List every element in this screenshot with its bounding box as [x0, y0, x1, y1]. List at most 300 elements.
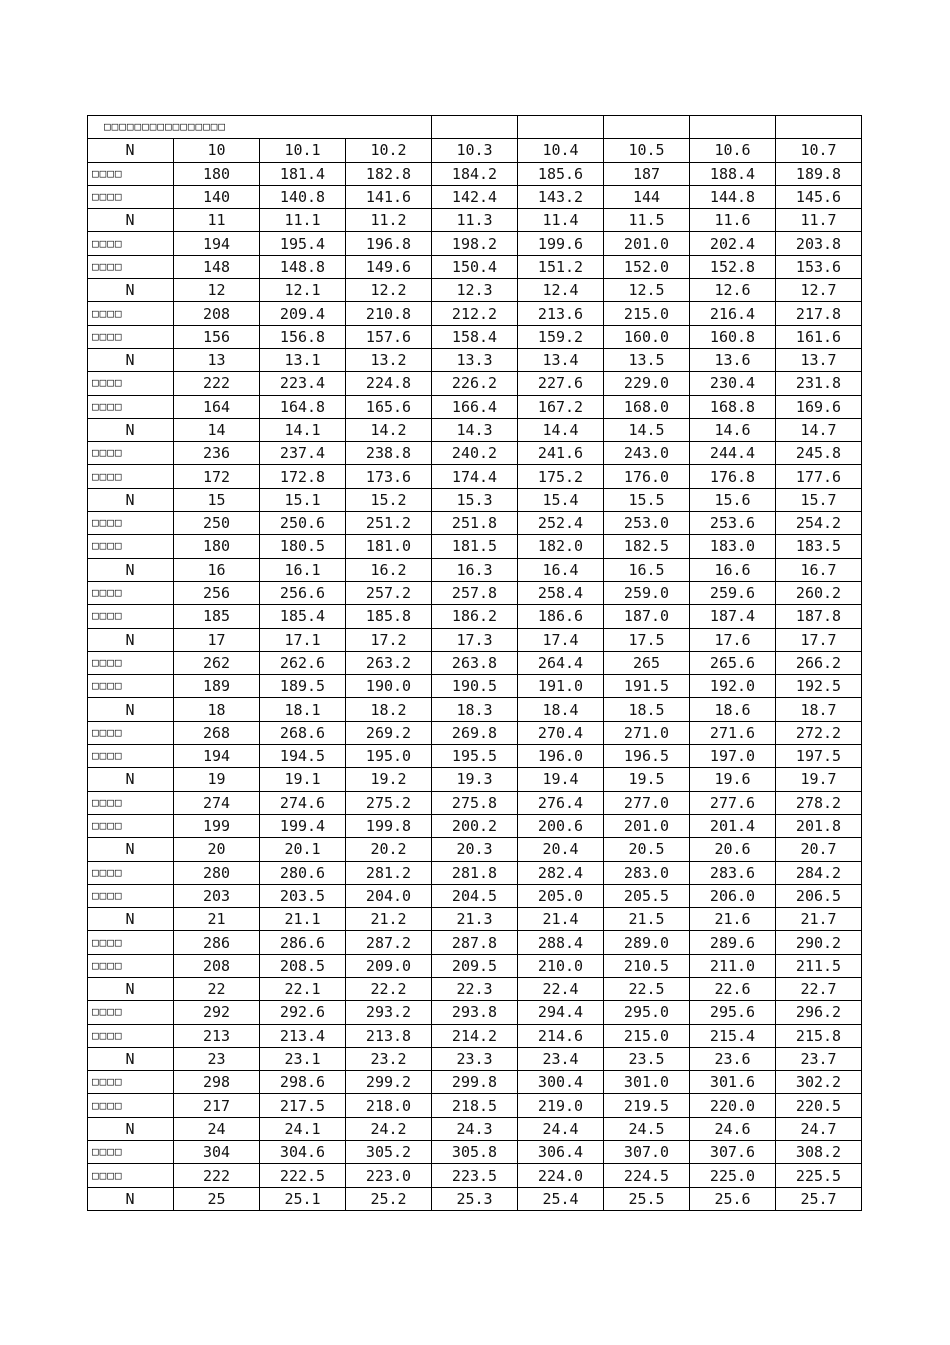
value-cell: 25.1	[260, 1187, 346, 1210]
value-cell: 172.8	[260, 465, 346, 488]
table-row	[88, 814, 862, 837]
value-cell: 12.1	[260, 279, 346, 302]
value-cell: 218.5	[432, 1094, 518, 1117]
value-cell: 16	[174, 558, 260, 581]
value-cell: 18.6	[690, 698, 776, 721]
value-cell: 190.0	[346, 675, 432, 698]
value-cell: 17	[174, 628, 260, 651]
row-label-cell: □□□□	[88, 442, 174, 465]
value-cell: 166.4	[432, 395, 518, 418]
value-cell: 210.5	[604, 954, 690, 977]
value-cell: 189.8	[776, 162, 862, 185]
table-row	[88, 395, 862, 418]
value-cell: 210.0	[518, 954, 604, 977]
value-cell: 199	[174, 814, 260, 837]
value-cell: 13.1	[260, 348, 346, 371]
table-row	[88, 255, 862, 278]
table-row	[88, 1094, 862, 1117]
value-cell: 224.8	[346, 372, 432, 395]
value-cell: 301.0	[604, 1071, 690, 1094]
value-cell: 21.5	[604, 908, 690, 931]
value-cell: 24.1	[260, 1117, 346, 1140]
value-cell: 215.0	[604, 302, 690, 325]
value-cell: 196.5	[604, 745, 690, 768]
value-cell: 206.0	[690, 884, 776, 907]
table-row	[88, 1117, 862, 1140]
value-cell: 194.5	[260, 745, 346, 768]
data-table	[87, 115, 862, 1211]
value-cell: 12.4	[518, 279, 604, 302]
value-cell: 224.5	[604, 1164, 690, 1187]
value-cell: 164	[174, 395, 260, 418]
value-cell: 222.5	[260, 1164, 346, 1187]
value-cell: 177.6	[776, 465, 862, 488]
value-cell: 19	[174, 768, 260, 791]
value-cell: 15.7	[776, 488, 862, 511]
value-cell: 10	[174, 139, 260, 162]
table-row	[88, 512, 862, 535]
table-row	[88, 581, 862, 604]
value-cell: 259.6	[690, 581, 776, 604]
value-cell: 172	[174, 465, 260, 488]
value-cell: 24.3	[432, 1117, 518, 1140]
value-cell: 169.6	[776, 395, 862, 418]
table-row	[88, 465, 862, 488]
header-blank-cell	[432, 116, 518, 139]
value-cell: 208.5	[260, 954, 346, 977]
value-cell: 289.0	[604, 931, 690, 954]
value-cell: 18	[174, 698, 260, 721]
value-cell: 18.2	[346, 698, 432, 721]
row-label-cell: N	[88, 1187, 174, 1210]
table-row	[88, 348, 862, 371]
value-cell: 11.1	[260, 209, 346, 232]
value-cell: 195.0	[346, 745, 432, 768]
row-label-cell: N	[88, 977, 174, 1000]
value-cell: 219.5	[604, 1094, 690, 1117]
value-cell: 250	[174, 512, 260, 535]
value-cell: 14.6	[690, 418, 776, 441]
row-label-cell: N	[88, 418, 174, 441]
value-cell: 23	[174, 1047, 260, 1070]
table-row	[88, 185, 862, 208]
value-cell: 304	[174, 1141, 260, 1164]
row-label-cell: □□□□	[88, 372, 174, 395]
value-cell: 271.0	[604, 721, 690, 744]
value-cell: 304.6	[260, 1141, 346, 1164]
table-row	[88, 209, 862, 232]
value-cell: 223.5	[432, 1164, 518, 1187]
value-cell: 17.1	[260, 628, 346, 651]
value-cell: 187.8	[776, 605, 862, 628]
value-cell: 176.8	[690, 465, 776, 488]
value-cell: 19.2	[346, 768, 432, 791]
value-cell: 167.2	[518, 395, 604, 418]
value-cell: 187.0	[604, 605, 690, 628]
row-label-cell: □□□□	[88, 185, 174, 208]
value-cell: 140	[174, 185, 260, 208]
value-cell: 185.4	[260, 605, 346, 628]
value-cell: 205.0	[518, 884, 604, 907]
value-cell: 10.5	[604, 139, 690, 162]
value-cell: 23.5	[604, 1047, 690, 1070]
value-cell: 281.2	[346, 861, 432, 884]
value-cell: 206.5	[776, 884, 862, 907]
value-cell: 185	[174, 605, 260, 628]
value-cell: 17.4	[518, 628, 604, 651]
value-cell: 144	[604, 185, 690, 208]
table-row	[88, 698, 862, 721]
value-cell: 148.8	[260, 255, 346, 278]
row-label-cell: □□□□	[88, 1001, 174, 1024]
value-cell: 10.3	[432, 139, 518, 162]
row-label-cell: □□□□	[88, 605, 174, 628]
value-cell: 275.2	[346, 791, 432, 814]
table-row	[88, 558, 862, 581]
table-row	[88, 605, 862, 628]
value-cell: 15.4	[518, 488, 604, 511]
value-cell: 25	[174, 1187, 260, 1210]
value-cell: 300.4	[518, 1071, 604, 1094]
value-cell: 19.5	[604, 768, 690, 791]
value-cell: 22.3	[432, 977, 518, 1000]
value-cell: 20.1	[260, 838, 346, 861]
value-cell: 156	[174, 325, 260, 348]
value-cell: 15.6	[690, 488, 776, 511]
value-cell: 263.8	[432, 651, 518, 674]
value-cell: 298.6	[260, 1071, 346, 1094]
value-cell: 152.8	[690, 255, 776, 278]
value-cell: 23.3	[432, 1047, 518, 1070]
table-row	[88, 1001, 862, 1024]
value-cell: 14.2	[346, 418, 432, 441]
value-cell: 197.5	[776, 745, 862, 768]
value-cell: 19.3	[432, 768, 518, 791]
value-cell: 16.1	[260, 558, 346, 581]
row-label-cell: N	[88, 1117, 174, 1140]
value-cell: 161.6	[776, 325, 862, 348]
value-cell: 141.6	[346, 185, 432, 208]
value-cell: 276.4	[518, 791, 604, 814]
value-cell: 254.2	[776, 512, 862, 535]
value-cell: 201.4	[690, 814, 776, 837]
value-cell: 230.4	[690, 372, 776, 395]
value-cell: 13.4	[518, 348, 604, 371]
value-cell: 18.3	[432, 698, 518, 721]
row-label-cell: □□□□	[88, 535, 174, 558]
value-cell: 287.8	[432, 931, 518, 954]
table-row	[88, 791, 862, 814]
value-cell: 23.2	[346, 1047, 432, 1070]
value-cell: 20.2	[346, 838, 432, 861]
value-cell: 305.8	[432, 1141, 518, 1164]
table-row	[88, 302, 862, 325]
value-cell: 142.4	[432, 185, 518, 208]
value-cell: 168.8	[690, 395, 776, 418]
row-label-cell: □□□□	[88, 1141, 174, 1164]
value-cell: 253.0	[604, 512, 690, 535]
value-cell: 203.8	[776, 232, 862, 255]
row-label-cell: N	[88, 908, 174, 931]
value-cell: 286.6	[260, 931, 346, 954]
row-label-cell: □□□□	[88, 1024, 174, 1047]
value-cell: 180	[174, 535, 260, 558]
value-cell: 22.6	[690, 977, 776, 1000]
row-label-cell: □□□□	[88, 512, 174, 535]
row-label-cell: N	[88, 628, 174, 651]
value-cell: 259.0	[604, 581, 690, 604]
value-cell: 14.5	[604, 418, 690, 441]
table-row	[88, 325, 862, 348]
table-row	[88, 1187, 862, 1210]
value-cell: 307.0	[604, 1141, 690, 1164]
value-cell: 268	[174, 721, 260, 744]
value-cell: 191.5	[604, 675, 690, 698]
value-cell: 150.4	[432, 255, 518, 278]
row-label-cell: □□□□	[88, 395, 174, 418]
value-cell: 25.2	[346, 1187, 432, 1210]
value-cell: 23.7	[776, 1047, 862, 1070]
value-cell: 12.6	[690, 279, 776, 302]
value-cell: 296.2	[776, 1001, 862, 1024]
value-cell: 10.4	[518, 139, 604, 162]
value-cell: 22.7	[776, 977, 862, 1000]
table-row	[88, 418, 862, 441]
value-cell: 201.8	[776, 814, 862, 837]
value-cell: 188.4	[690, 162, 776, 185]
value-cell: 217.8	[776, 302, 862, 325]
value-cell: 15.3	[432, 488, 518, 511]
row-label-cell: □□□□	[88, 651, 174, 674]
value-cell: 283.0	[604, 861, 690, 884]
value-cell: 143.2	[518, 185, 604, 208]
value-cell: 208	[174, 954, 260, 977]
value-cell: 13.5	[604, 348, 690, 371]
row-label-cell: N	[88, 1047, 174, 1070]
value-cell: 174.4	[432, 465, 518, 488]
value-cell: 12.2	[346, 279, 432, 302]
value-cell: 156.8	[260, 325, 346, 348]
value-cell: 293.2	[346, 1001, 432, 1024]
row-label-cell: N	[88, 698, 174, 721]
value-cell: 278.2	[776, 791, 862, 814]
value-cell: 218.0	[346, 1094, 432, 1117]
value-cell: 18.7	[776, 698, 862, 721]
value-cell: 302.2	[776, 1071, 862, 1094]
value-cell: 243.0	[604, 442, 690, 465]
value-cell: 274	[174, 791, 260, 814]
value-cell: 195.5	[432, 745, 518, 768]
table-row	[88, 628, 862, 651]
value-cell: 238.8	[346, 442, 432, 465]
table-row	[88, 488, 862, 511]
value-cell: 12.3	[432, 279, 518, 302]
value-cell: 212.2	[432, 302, 518, 325]
row-label-cell: N	[88, 768, 174, 791]
value-cell: 192.5	[776, 675, 862, 698]
value-cell: 24.6	[690, 1117, 776, 1140]
value-cell: 224.0	[518, 1164, 604, 1187]
value-cell: 149.6	[346, 255, 432, 278]
value-cell: 22.2	[346, 977, 432, 1000]
table-row	[88, 768, 862, 791]
table-row	[88, 977, 862, 1000]
row-label-cell: □□□□	[88, 302, 174, 325]
table-row	[88, 908, 862, 931]
row-label-cell: N	[88, 209, 174, 232]
value-cell: 271.6	[690, 721, 776, 744]
value-cell: 287.2	[346, 931, 432, 954]
value-cell: 159.2	[518, 325, 604, 348]
table-body	[88, 116, 862, 1211]
header-blank-cell	[518, 116, 604, 139]
value-cell: 293.8	[432, 1001, 518, 1024]
value-cell: 217	[174, 1094, 260, 1117]
value-cell: 269.2	[346, 721, 432, 744]
value-cell: 17.6	[690, 628, 776, 651]
row-label-cell: □□□□	[88, 954, 174, 977]
value-cell: 181.5	[432, 535, 518, 558]
value-cell: 197.0	[690, 745, 776, 768]
value-cell: 292	[174, 1001, 260, 1024]
row-label-cell: N	[88, 558, 174, 581]
row-label-cell: □□□□	[88, 325, 174, 348]
value-cell: 11.5	[604, 209, 690, 232]
value-cell: 173.6	[346, 465, 432, 488]
value-cell: 23.4	[518, 1047, 604, 1070]
value-cell: 277.6	[690, 791, 776, 814]
value-cell: 21.1	[260, 908, 346, 931]
value-cell: 18.4	[518, 698, 604, 721]
value-cell: 277.0	[604, 791, 690, 814]
value-cell: 140.8	[260, 185, 346, 208]
value-cell: 240.2	[432, 442, 518, 465]
value-cell: 289.6	[690, 931, 776, 954]
value-cell: 295.6	[690, 1001, 776, 1024]
value-cell: 157.6	[346, 325, 432, 348]
value-cell: 181.4	[260, 162, 346, 185]
value-cell: 225.5	[776, 1164, 862, 1187]
value-cell: 257.2	[346, 581, 432, 604]
row-label-cell: N	[88, 348, 174, 371]
table-row	[88, 535, 862, 558]
value-cell: 10.7	[776, 139, 862, 162]
table-row	[88, 1164, 862, 1187]
row-label-cell: □□□□	[88, 465, 174, 488]
value-cell: 186.2	[432, 605, 518, 628]
value-cell: 194	[174, 745, 260, 768]
value-cell: 280.6	[260, 861, 346, 884]
value-cell: 24.2	[346, 1117, 432, 1140]
value-cell: 215.4	[690, 1024, 776, 1047]
value-cell: 280	[174, 861, 260, 884]
value-cell: 201.0	[604, 814, 690, 837]
value-cell: 284.2	[776, 861, 862, 884]
value-cell: 21.6	[690, 908, 776, 931]
value-cell: 265.6	[690, 651, 776, 674]
value-cell: 19.6	[690, 768, 776, 791]
value-cell: 19.7	[776, 768, 862, 791]
value-cell: 180.5	[260, 535, 346, 558]
value-cell: 21.3	[432, 908, 518, 931]
value-cell: 213.4	[260, 1024, 346, 1047]
value-cell: 183.5	[776, 535, 862, 558]
value-cell: 20	[174, 838, 260, 861]
value-cell: 13	[174, 348, 260, 371]
value-cell: 216.4	[690, 302, 776, 325]
value-cell: 12.7	[776, 279, 862, 302]
value-cell: 237.4	[260, 442, 346, 465]
value-cell: 258.4	[518, 581, 604, 604]
value-cell: 183.0	[690, 535, 776, 558]
value-cell: 215.0	[604, 1024, 690, 1047]
value-cell: 299.2	[346, 1071, 432, 1094]
value-cell: 13.2	[346, 348, 432, 371]
value-cell: 16.2	[346, 558, 432, 581]
value-cell: 10.6	[690, 139, 776, 162]
value-cell: 11.3	[432, 209, 518, 232]
value-cell: 185.8	[346, 605, 432, 628]
row-label-cell: □□□□	[88, 1071, 174, 1094]
value-cell: 227.6	[518, 372, 604, 395]
value-cell: 17.5	[604, 628, 690, 651]
value-cell: 199.4	[260, 814, 346, 837]
value-cell: 264.4	[518, 651, 604, 674]
value-cell: 189	[174, 675, 260, 698]
row-label-cell: N	[88, 139, 174, 162]
value-cell: 182.8	[346, 162, 432, 185]
value-cell: 250.6	[260, 512, 346, 535]
row-label-cell: □□□□	[88, 1164, 174, 1187]
value-cell: 17.7	[776, 628, 862, 651]
value-cell: 22.1	[260, 977, 346, 1000]
value-cell: 23.1	[260, 1047, 346, 1070]
row-label-cell: □□□□	[88, 791, 174, 814]
value-cell: 199.6	[518, 232, 604, 255]
value-cell: 257.8	[432, 581, 518, 604]
row-label-cell: □□□□	[88, 255, 174, 278]
value-cell: 286	[174, 931, 260, 954]
row-label-cell: □□□□	[88, 581, 174, 604]
value-cell: 282.4	[518, 861, 604, 884]
value-cell: 21.7	[776, 908, 862, 931]
value-cell: 196.0	[518, 745, 604, 768]
value-cell: 211.0	[690, 954, 776, 977]
value-cell: 182.0	[518, 535, 604, 558]
value-cell: 211.5	[776, 954, 862, 977]
value-cell: 187.4	[690, 605, 776, 628]
value-cell: 219.0	[518, 1094, 604, 1117]
table-title: □□□□□□□□□□□□□□□□	[88, 116, 432, 139]
value-cell: 16.7	[776, 558, 862, 581]
value-cell: 22.5	[604, 977, 690, 1000]
value-cell: 186.6	[518, 605, 604, 628]
value-cell: 229.0	[604, 372, 690, 395]
value-cell: 12	[174, 279, 260, 302]
value-cell: 22.4	[518, 977, 604, 1000]
value-cell: 214.6	[518, 1024, 604, 1047]
value-cell: 294.4	[518, 1001, 604, 1024]
value-cell: 305.2	[346, 1141, 432, 1164]
value-cell: 308.2	[776, 1141, 862, 1164]
value-cell: 181.0	[346, 535, 432, 558]
value-cell: 231.8	[776, 372, 862, 395]
value-cell: 204.0	[346, 884, 432, 907]
value-cell: 298	[174, 1071, 260, 1094]
table-row	[88, 931, 862, 954]
value-cell: 189.5	[260, 675, 346, 698]
value-cell: 268.6	[260, 721, 346, 744]
